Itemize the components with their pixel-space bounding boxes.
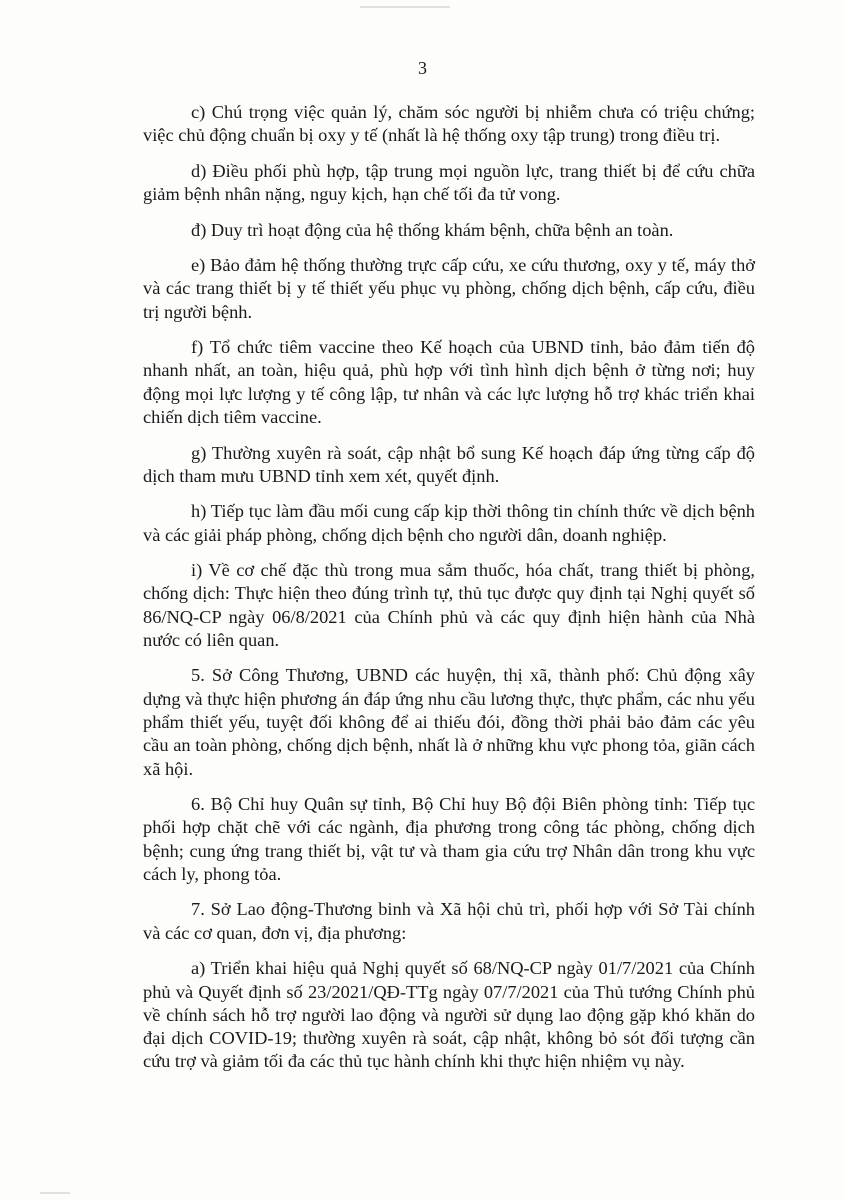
paragraph-e: e) Bảo đảm hệ thống thường trực cấp cứu, xe cứu thương, oxy y tế, máy thở và các trang thiết bị y tế thiết yếu phục vụ phòng, chống dịch bệnh, cấp cứu, điều trị người bệnh.	[143, 255, 755, 322]
paragraph-g: g) Thường xuyên rà soát, cập nhật bổ sung Kế hoạch đáp ứng từng cấp độ dịch tham mưu UBND tỉnh xem xét, quyết định.	[143, 442, 755, 486]
page-number: 3	[418, 58, 427, 78]
document-body	[143, 101, 755, 1086]
paragraph-i: i) Về cơ chế đặc thù trong mua sắm thuốc, hóa chất, trang thiết bị phòng, chống dịch: Thực hiện theo đúng trình tự, thủ tục được quy định tại Nghị quyết số 86/NQ-CP ngày 06/8/2021 của Chính phủ và các quy định hiện hành của Nhà nước có liên quan.	[143, 560, 755, 650]
scan-artifact	[40, 1192, 70, 1194]
paragraph-section-6: 6. Bộ Chỉ huy Quân sự tỉnh, Bộ Chỉ huy Bộ đội Biên phòng tỉnh: Tiếp tục phối hợp chặt chẽ với các ngành, địa phương trong công tác phòng, chống dịch bệnh; cung ứng trang thiết bị, vật tư và tham gia cứu trợ Nhân dân trong khu vực cách ly, phong tỏa.	[143, 794, 755, 884]
paragraph-f: f) Tổ chức tiêm vaccine theo Kế hoạch của UBND tỉnh, bảo đảm tiến độ nhanh nhất, an toàn, hiệu quả, phù hợp với tình hình dịch bệnh ở từng nơi; huy động mọi lực lượng y tế công lập, tư nhân và các lực lượng hỗ trợ khác triển khai chiến dịch tiêm vaccine.	[143, 337, 755, 428]
paragraph-d: d) Điều phối phù hợp, tập trung mọi nguồn lực, trang thiết bị để cứu chữa giảm bệnh nhân nặng, nguy kịch, hạn chế tối đa tử vong.	[143, 160, 755, 205]
paragraph-h: h) Tiếp tục làm đầu mối cung cấp kịp thời thông tin chính thức về dịch bệnh và các giải pháp phòng, chống dịch bệnh cho người dân, doanh nghiệp.	[143, 501, 755, 545]
paragraph-section-7a: a) Triển khai hiệu quả Nghị quyết số 68/NQ-CP ngày 01/7/2021 của Chính phủ và Quyết định số 23/2021/QĐ-TTg ngày 07/7/2021 của Thủ tướng Chính phủ về chính sách hỗ trợ người lao động và người sử dụng lao động gặp khó khăn do đại dịch COVID-19; thường xuyên rà soát, cập nhật, không bỏ sót đối tượng cần cứu trợ và giảm tối đa các thủ tục hành chính khi thực hiện nhiệm vụ này.	[143, 958, 755, 1072]
paragraph-section-5: 5. Sở Công Thương, UBND các huyện, thị xã, thành phố: Chủ động xây dựng và thực hiện phương án đáp ứng nhu cầu lương thực, thực phẩm, các nhu yếu phẩm thiết yếu, tuyệt đối không để ai thiếu đói, đồng thời phải bảo đảm các yêu cầu an toàn phòng, chống dịch bệnh, nhất là ở những khu vực phong tỏa, giãn cách xã hội.	[143, 665, 755, 779]
scan-artifact	[360, 6, 450, 8]
paragraph-dd: đ) Duy trì hoạt động của hệ thống khám bệnh, chữa bệnh an toàn.	[191, 219, 674, 240]
paragraph-section-7: 7. Sở Lao động-Thương binh và Xã hội chủ trì, phối hợp với Sở Tài chính và các cơ quan, đơn vị, địa phương:	[143, 899, 755, 943]
paragraph-c: c) Chú trọng việc quản lý, chăm sóc người bị nhiễm chưa có triệu chứng; việc chủ động chuẩn bị oxy y tế (nhất là hệ thống oxy tập trung) trong điều trị.	[143, 102, 755, 146]
